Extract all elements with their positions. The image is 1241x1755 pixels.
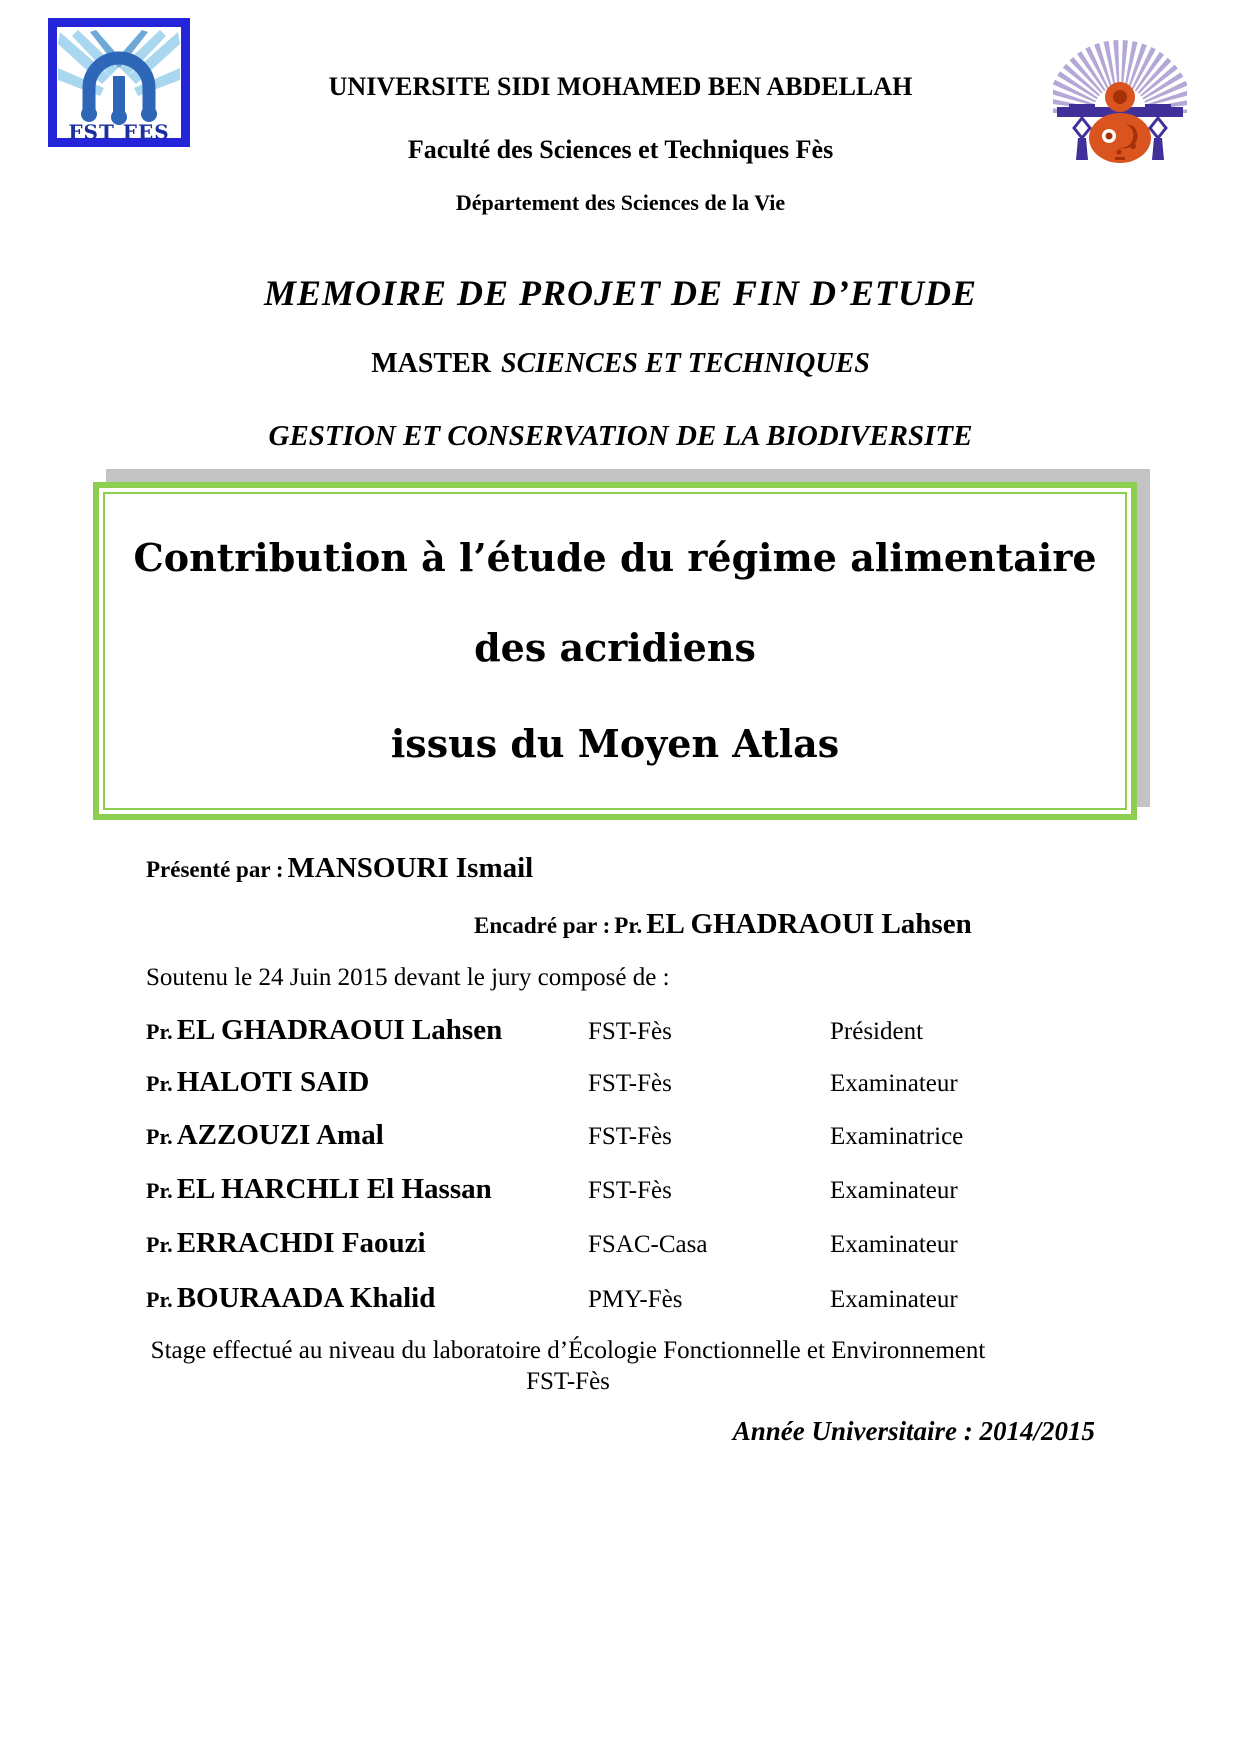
master-prefix: MASTER	[371, 348, 491, 379]
jury-member-name: EL HARCHLI El Hassan	[176, 1173, 492, 1205]
jury-member-title: Pr.	[146, 1019, 173, 1044]
jury-member-institution: FST-Fès	[588, 1177, 672, 1204]
jury-row	[146, 1066, 1106, 1104]
academic-year: Année Universitaire : 2014/2015	[732, 1416, 1095, 1446]
jury-member-institution: FST-Fès	[588, 1018, 672, 1045]
internship-location-line: FST-Fès	[526, 1368, 610, 1395]
jury-row	[146, 1227, 1106, 1265]
title-box-inner-border	[103, 492, 1127, 810]
presented-by-label: Présenté par :	[146, 857, 284, 882]
faculty-name: Faculté des Sciences et Techniques Fès	[407, 135, 834, 164]
jury-row	[146, 1173, 1106, 1211]
jury-member-role: Examinateur	[830, 1231, 958, 1258]
title-box	[93, 482, 1137, 820]
thesis-title-line2: des acridiens	[474, 625, 756, 670]
jury-row	[146, 1119, 1106, 1157]
fst-fes-logo-text: FST FES	[68, 120, 170, 144]
jury-member-role: Examinateur	[830, 1070, 958, 1097]
thesis-title-line1: Contribution à l’étude du régime alimentaire	[133, 535, 1097, 580]
memoire-heading: MEMOIRE DE PROJET DE FIN D’ETUDE	[263, 273, 978, 313]
jury-member-name: HALOTI SAID	[176, 1066, 370, 1098]
jury-member-role: Examinateur	[830, 1286, 958, 1313]
speciality-heading: GESTION ET CONSERVATION DE LA BIODIVERSITE	[268, 420, 973, 452]
jury-row	[146, 1014, 1106, 1052]
department-name: Département des Sciences de la Vie	[455, 190, 786, 215]
supervisor-name: EL GHADRAOUI Lahsen	[646, 908, 972, 940]
jury-member-title: Pr.	[146, 1178, 173, 1203]
jury-member-role: Président	[830, 1018, 924, 1045]
jury-member-title: Pr.	[146, 1071, 173, 1096]
jury-member-institution: PMY-Fès	[588, 1286, 683, 1313]
master-heading	[0, 348, 1241, 380]
supervised-by	[474, 908, 972, 941]
university-name: UNIVERSITE SIDI MOHAMED BEN ABDELLAH	[328, 72, 913, 101]
jury-member-institution: FST-Fès	[588, 1070, 672, 1097]
jury-member-name: EL GHADRAOUI Lahsen	[176, 1014, 503, 1046]
jury-member-role: Examinateur	[830, 1177, 958, 1204]
jury-member-name: ERRACHDI Faouzi	[176, 1227, 426, 1259]
supervised-by-label: Encadré par :	[474, 913, 611, 938]
thesis-title-line3: issus du Moyen Atlas	[390, 721, 840, 766]
master-speciality: SCIENCES ET TECHNIQUES	[501, 348, 870, 379]
presented-by-name: MANSOURI Ismail	[287, 852, 534, 884]
presented-by	[146, 852, 533, 885]
jury-member-title: Pr.	[146, 1232, 173, 1257]
jury-member-title: Pr.	[146, 1124, 173, 1149]
defense-line: Soutenu le 24 Juin 2015 devant le jury composé de :	[146, 964, 670, 991]
jury-row	[146, 1282, 1106, 1320]
jury-member-institution: FSAC-Casa	[588, 1231, 708, 1258]
internship-lab-line: Stage effectué au niveau du laboratoire d’Écologie Fonctionnelle et Environnement	[150, 1337, 986, 1364]
jury-member-title: Pr.	[146, 1287, 173, 1312]
jury-member-role: Examinatrice	[830, 1123, 964, 1150]
supervisor-title: Pr.	[614, 913, 643, 938]
jury-member-name: AZZOUZI Amal	[176, 1119, 384, 1151]
jury-member-institution: FST-Fès	[588, 1123, 672, 1150]
jury-member-name: BOURAADA Khalid	[176, 1282, 436, 1314]
